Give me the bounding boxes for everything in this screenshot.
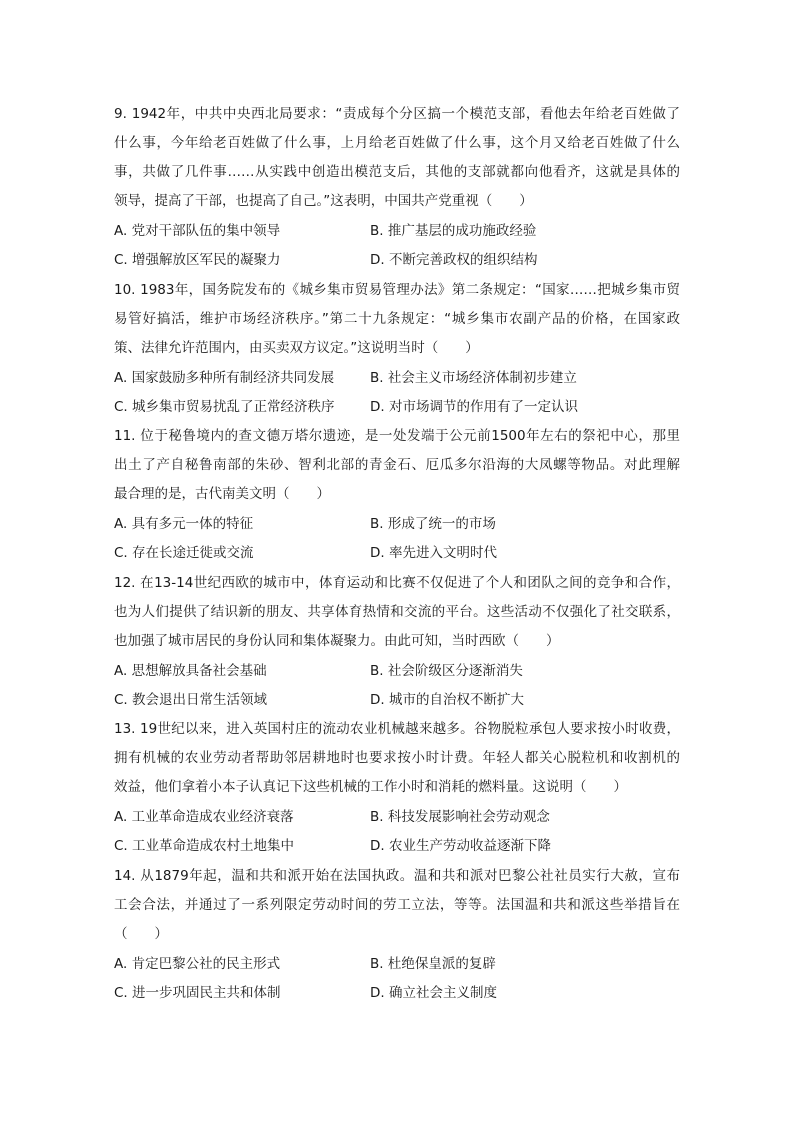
question-10-line-1: 10. 1983年，国务院发布的《城乡集市贸易管理办法》第二条规定：“国家……把城乡集市贸 — [114, 282, 680, 298]
question-14-option-a[interactable]: A. 肯定巴黎公社的民主形式 — [114, 956, 281, 972]
question-12-option-a[interactable]: A. 思想解放具备社会基础 — [114, 663, 267, 679]
question-13-option-c[interactable]: C. 工业革命造成农村土地集中 — [114, 838, 295, 854]
question-9-option-a[interactable]: A. 党对干部队伍的集中领导 — [114, 223, 281, 239]
question-10-option-c[interactable]: C. 城乡集市贸易扰乱了正常经济秩序 — [114, 399, 335, 415]
question-9-line-2: 什么事，今年给老百姓做了什么事，上月给老百姓做了什么事，这个月又给老百姓做了什么 — [114, 135, 680, 151]
question-10-line-3: 策、法律允许范围内，由买卖双方议定。”这说明当时（ ） — [114, 340, 479, 356]
question-11-option-c[interactable]: C. 存在长途迁徙或交流 — [114, 545, 254, 561]
question-13-line-1: 13. 19世纪以来，进入英国村庄的流动农业机械越来越多。谷物脱粒承包人要求按小时收费， — [114, 721, 680, 737]
question-14-line-3: （ ） — [114, 926, 168, 942]
question-14-option-b[interactable]: B. 杜绝保皇派的复辟 — [370, 956, 496, 972]
question-10-option-b[interactable]: B. 社会主义市场经济体制初步建立 — [370, 370, 577, 386]
question-9-option-c[interactable]: C. 增强解放区军民的凝聚力 — [114, 252, 281, 268]
question-12-line-3: 也加强了城市居民的身份认同和集体凝聚力。由此可知，当时西欧（ ） — [114, 633, 560, 649]
question-12-option-d[interactable]: D. 城市的自治权不断扩大 — [370, 692, 524, 708]
question-9-option-d[interactable]: D. 不断完善政权的组织结构 — [370, 252, 538, 268]
question-14-option-d[interactable]: D. 确立社会主义制度 — [370, 985, 497, 1001]
question-13-line-3: 效益，他们拿着小本子认真记下这些机械的工作小时和消耗的燃料量。这说明（ ） — [114, 779, 627, 795]
question-10-line-2: 易管好搞活，维护市场经济秩序。”第二十九条规定：“城乡集市农副产品的价格，在国家政 — [114, 311, 680, 327]
question-10-option-d[interactable]: D. 对市场调节的作用有了一定认识 — [370, 399, 578, 415]
question-9-option-b[interactable]: B. 推广基层的成功施政经验 — [370, 223, 537, 239]
question-11-option-a[interactable]: A. 具有多元一体的特征 — [114, 516, 254, 532]
question-12-option-b[interactable]: B. 社会阶级区分逐渐消失 — [370, 663, 523, 679]
question-12-line-2: 也为人们提供了结识新的朋友、共享体育热情和交流的平台。这些活动不仅强化了社交联系， — [114, 604, 680, 620]
question-13-option-b[interactable]: B. 科技发展影响社会劳动观念 — [370, 809, 550, 825]
question-9-line-3: 事，共做了几件事……从实践中创造出模范支后，其他的支部就都向他看齐，这就是具体的 — [114, 164, 680, 180]
question-11-line-3: 最合理的是，古代南美文明（ ） — [114, 486, 330, 502]
question-9-line-1: 9. 1942年，中共中央西北局要求：“责成每个分区搞一个模范支部，看他去年给老百姓做了 — [114, 106, 680, 122]
question-13-option-d[interactable]: D. 农业生产劳动收益逐渐下降 — [370, 838, 551, 854]
question-14-line-1: 14. 从1879年起，温和共和派开始在法国执政。温和共和派对巴黎公社社员实行大赦，宣布 — [114, 868, 680, 884]
question-10-option-a[interactable]: A. 国家鼓励多种所有制经济共同发展 — [114, 370, 335, 386]
question-12-option-c[interactable]: C. 教会退出日常生活领域 — [114, 692, 268, 708]
question-14-option-c[interactable]: C. 进一步巩固民主共和体制 — [114, 985, 281, 1001]
question-11-line-2: 出土了产自秘鲁南部的朱砂、智利北部的青金石、厄瓜多尔沿海的大凤螺等物品。对此理解 — [114, 457, 680, 473]
question-9-line-4: 领导，提高了干部，也提高了自己。”这表明，中国共产党重视（ ） — [114, 193, 533, 209]
question-12-line-1: 12. 在13-14世纪西欧的城市中，体育运动和比赛不仅促进了个人和团队之间的竞争和合作， — [114, 575, 680, 591]
question-11-option-b[interactable]: B. 形成了统一的市场 — [370, 516, 496, 532]
question-14-line-2: 工会合法，并通过了一系列限定劳动时间的劳工立法，等等。法国温和共和派这些举措旨在 — [114, 897, 680, 913]
question-11-option-d[interactable]: D. 率先进入文明时代 — [370, 545, 497, 561]
question-13-option-a[interactable]: A. 工业革命造成农业经济衰落 — [114, 809, 294, 825]
question-13-line-2: 拥有机械的农业劳动者帮助邻居耕地时也要求按小时计费。年轻人都关心脱粒机和收割机的 — [114, 750, 680, 766]
question-11-line-1: 11. 位于秘鲁境内的查文德万塔尔遗迹，是一处发端于公元前1500年左右的祭祀中心，那里 — [114, 428, 680, 444]
